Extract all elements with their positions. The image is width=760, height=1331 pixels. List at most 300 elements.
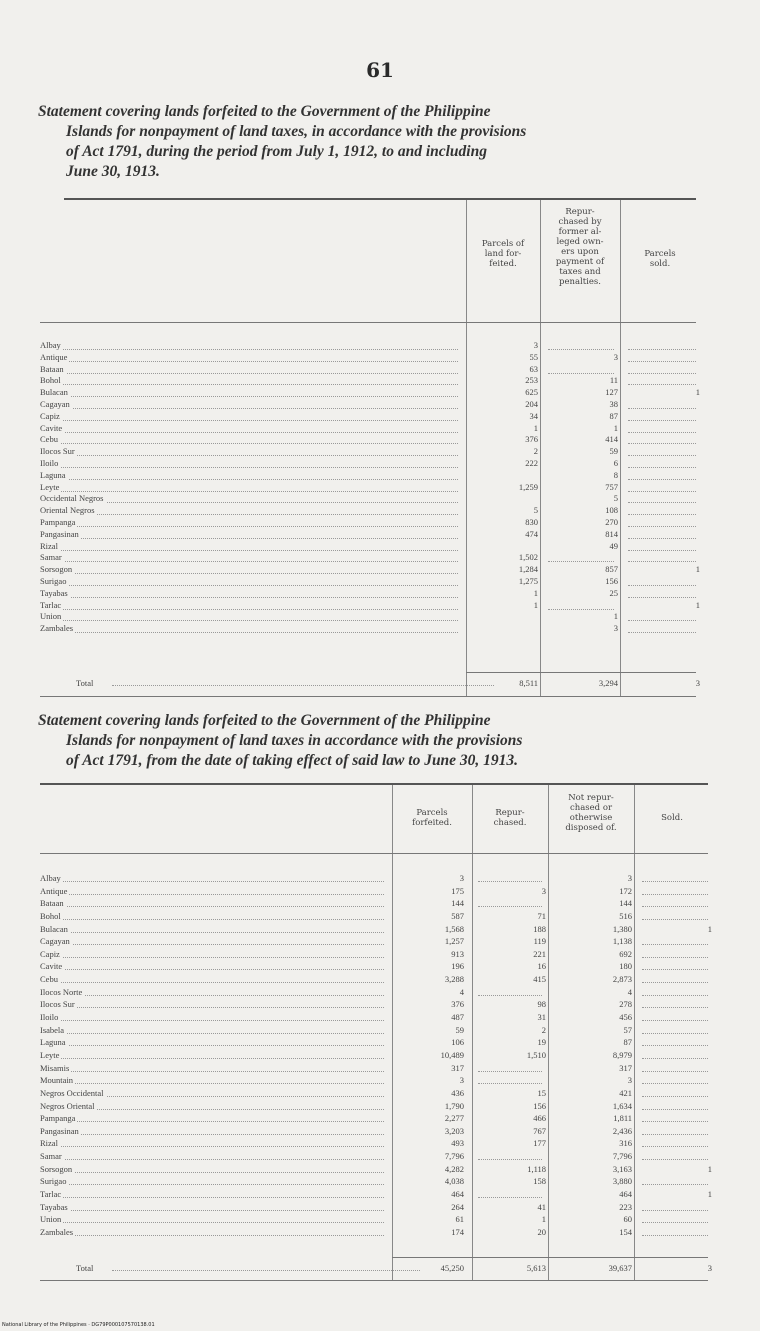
row-label (40, 910, 384, 923)
leader-dots (40, 1036, 384, 1046)
header-line: forfeited. (412, 818, 452, 828)
row-name: Zambales (40, 1226, 74, 1237)
cell-not-repurchased: 87 (623, 1037, 632, 1048)
leader-dots (40, 470, 458, 480)
cell-repurchased: 49 (609, 540, 618, 551)
cell-repurchased: 466 (533, 1113, 546, 1124)
cell-forfeited: 1,568 (444, 923, 464, 934)
cell-repurchased: 188 (533, 923, 546, 934)
cell-not-repurchased: 4 (627, 986, 632, 997)
row-label (40, 923, 384, 936)
cell-not-repurchased: 3,880 (612, 1176, 632, 1187)
cell-repurchased: 11 (609, 375, 618, 386)
row-name: Ilocos Sur (40, 999, 75, 1010)
row-name: Pangasinan (40, 528, 79, 539)
empty-cell-dots (628, 434, 696, 444)
leader-dots (40, 423, 458, 433)
table-row (40, 923, 712, 936)
leader-dots (40, 446, 458, 456)
row-label (40, 611, 458, 623)
cell-sold: 1 (695, 564, 700, 575)
table-row (40, 1062, 712, 1075)
cell-forfeited: 253 (525, 375, 538, 386)
header-line: sold. (649, 259, 671, 269)
cell-forfeited: 106 (451, 1037, 464, 1048)
row-name: Tayabas (40, 1201, 68, 1212)
leader-dots (40, 564, 458, 574)
row-label (40, 885, 384, 898)
cell-forfeited: 317 (451, 1062, 464, 1073)
row-label (40, 1163, 384, 1176)
cell-repurchased: 87 (609, 410, 618, 421)
table1-title (38, 102, 710, 182)
cell-repurchased: 38 (609, 398, 618, 409)
row-name: Laguna (40, 469, 66, 480)
table-row (40, 470, 708, 482)
cell-repurchased: 5 (613, 493, 618, 504)
empty-cell-dots (642, 998, 708, 1008)
leader-dots (40, 375, 458, 385)
table-row (40, 1125, 712, 1138)
row-name: Oriental Negros (40, 505, 95, 516)
empty-cell-dots (642, 1011, 708, 1021)
empty-cell-dots (628, 482, 696, 492)
header-line: chased or (569, 803, 613, 813)
table1-body (40, 340, 708, 635)
empty-cell-dots (642, 1226, 708, 1236)
cell-forfeited: 474 (525, 528, 538, 539)
table2-title-line: Statement covering lands forfeited to the Government of the Philippine (38, 712, 491, 729)
header-line: otherwise (569, 813, 613, 823)
empty-cell-dots (548, 364, 614, 374)
empty-cell-dots (628, 576, 696, 586)
leader-dots (40, 1137, 384, 1147)
header-line: chased. (493, 818, 527, 828)
header-line: Repur- (495, 808, 525, 818)
cell-forfeited: 34 (529, 410, 538, 421)
row-label (40, 960, 384, 973)
leader-dots (40, 1213, 384, 1223)
empty-cell-dots (628, 352, 696, 362)
row-name: Bataan (40, 898, 64, 909)
table-row (40, 935, 712, 948)
row-label (40, 564, 458, 576)
row-label (40, 1049, 384, 1062)
empty-cell-dots (628, 364, 696, 374)
table-row (40, 387, 708, 399)
cell-forfeited: 196 (451, 961, 464, 972)
leader-dots (40, 960, 384, 970)
cell-repurchased: 2 (541, 1024, 546, 1035)
row-label (40, 872, 384, 885)
empty-cell-dots (642, 948, 708, 958)
leader-dots (40, 552, 458, 562)
cell-forfeited: 264 (451, 1201, 464, 1212)
leader-dots (40, 910, 384, 920)
table-row (40, 623, 708, 635)
table2-title-line: Islands for nonpayment of land taxes in accordance with the provisions (66, 732, 523, 749)
empty-cell-dots (628, 623, 696, 633)
cell-repurchased: 757 (605, 481, 618, 492)
table-row (40, 411, 708, 423)
leader-dots (40, 576, 458, 586)
table-row (40, 986, 712, 999)
row-label (40, 1112, 384, 1125)
header-line: Parcels of (481, 239, 525, 249)
table1-title-line: of Act 1791, during the period from July 1, 1912, to and including (66, 143, 487, 160)
empty-cell-dots (628, 529, 696, 539)
cell-not-repurchased: 1,634 (612, 1100, 632, 1111)
leader-dots (40, 885, 384, 895)
row-name: Union (40, 1214, 62, 1225)
row-name: Bohol (40, 375, 61, 386)
table-row (40, 364, 708, 376)
row-name: Ilocos Sur (40, 446, 75, 457)
cell-forfeited: 45,250 (440, 1263, 464, 1273)
empty-cell-dots (478, 872, 542, 882)
row-label (40, 541, 458, 553)
cell-forfeited: 1,502 (518, 552, 538, 563)
table-row (40, 1163, 712, 1176)
row-name: Pampanga (40, 516, 76, 527)
empty-cell-dots (642, 1024, 708, 1034)
table2-title-line: of Act 1791, from the date of taking effect of said law to June 30, 1913. (66, 752, 519, 769)
cell-repurchased: 3,294 (598, 678, 618, 688)
cell-repurchased: 156 (533, 1100, 546, 1111)
empty-cell-dots (642, 1137, 708, 1147)
row-label (40, 1175, 384, 1188)
table-row (40, 1087, 712, 1100)
cell-forfeited: 1 (533, 422, 538, 433)
leader-dots (40, 1150, 384, 1160)
row-label (40, 552, 458, 564)
cell-repurchased: 3 (613, 623, 618, 634)
cell-not-repurchased: 317 (619, 1062, 632, 1073)
leader-dots (40, 1175, 384, 1185)
cell-repurchased: 41 (537, 1201, 546, 1212)
empty-cell-dots (628, 552, 696, 562)
row-label (40, 588, 458, 600)
leader-dots (40, 517, 458, 527)
cell-forfeited: 1,790 (444, 1100, 464, 1111)
empty-cell-dots (642, 897, 708, 907)
leader-dots (40, 505, 458, 515)
table-row (40, 960, 712, 973)
cell-forfeited: 493 (451, 1138, 464, 1149)
row-name: Negros Oriental (40, 1100, 95, 1111)
table1-header-sold (622, 249, 698, 269)
header-line: chased by (558, 217, 602, 227)
row-name: Mountain (40, 1075, 74, 1086)
cell-sold: 1 (707, 1163, 712, 1174)
empty-cell-dots (642, 986, 708, 996)
cell-repurchased: 119 (533, 936, 546, 947)
leader-dots (40, 1049, 384, 1059)
leader-dots (40, 411, 458, 421)
footer-credit: National Library of the Philippines · DG79P000107570138.01 (2, 1322, 155, 1328)
table2-title (38, 711, 710, 771)
row-label (40, 897, 384, 910)
cell-repurchased: 414 (605, 434, 618, 445)
row-name: Sorsogon (40, 1163, 73, 1174)
table-row (40, 375, 708, 387)
row-label (40, 1201, 384, 1214)
table-row (40, 352, 708, 364)
row-name: Tayabas (40, 587, 68, 598)
empty-cell-dots (628, 588, 696, 598)
row-label (40, 1213, 384, 1226)
cell-repurchased: 1 (541, 1214, 546, 1225)
cell-forfeited: 204 (525, 398, 538, 409)
empty-cell-dots (642, 960, 708, 970)
empty-cell-dots (478, 1188, 542, 1198)
row-label (40, 375, 458, 387)
cell-repurchased: 158 (533, 1176, 546, 1187)
table1-total-row (40, 676, 708, 690)
table2-header-not-repurchased (550, 793, 632, 833)
cell-repurchased: 767 (533, 1125, 546, 1136)
row-name: Bulacan (40, 387, 68, 398)
cell-repurchased: 6 (613, 457, 618, 468)
leader-dots (40, 897, 384, 907)
cell-repurchased: 3 (541, 885, 546, 896)
empty-cell-dots (628, 505, 696, 515)
row-name: Samar (40, 1151, 62, 1162)
leader-dots (40, 364, 458, 374)
leader-dots (40, 1201, 384, 1211)
leader-dots (40, 1112, 384, 1122)
row-name: Antique (40, 885, 68, 896)
cell-forfeited: 2 (533, 446, 538, 457)
cell-repurchased: 108 (605, 505, 618, 516)
cell-forfeited: 1 (533, 599, 538, 610)
empty-cell-dots (642, 1213, 708, 1223)
cell-repurchased: 127 (605, 387, 618, 398)
row-name: Bulacan (40, 923, 68, 934)
empty-cell-dots (478, 986, 542, 996)
row-label (40, 1100, 384, 1113)
header-line: penalties. (559, 277, 601, 287)
row-label (40, 505, 458, 517)
header-line: former al- (558, 227, 602, 237)
cell-repurchased: 221 (533, 948, 546, 959)
cell-repurchased: 5,613 (526, 1263, 546, 1273)
cell-not-repurchased: 144 (619, 898, 632, 909)
cell-repurchased: 3 (613, 351, 618, 362)
row-label (40, 1011, 384, 1024)
cell-repurchased: 31 (537, 1012, 546, 1023)
row-label (40, 1226, 384, 1239)
empty-cell-dots (478, 1074, 542, 1084)
table-row (40, 434, 708, 446)
leader-dots (40, 399, 458, 409)
table-row (40, 564, 708, 576)
cell-forfeited: 436 (451, 1087, 464, 1098)
row-name: Bataan (40, 363, 64, 374)
row-label (40, 517, 458, 529)
header-line: Parcels (416, 808, 448, 818)
cell-forfeited: 144 (451, 898, 464, 909)
empty-cell-dots (628, 423, 696, 433)
table-row (40, 973, 712, 986)
cell-forfeited: 1,259 (518, 481, 538, 492)
row-name: Union (40, 611, 62, 622)
cell-not-repurchased: 1,380 (612, 923, 632, 934)
leader-dots (40, 387, 458, 397)
cell-not-repurchased: 172 (619, 885, 632, 896)
cell-not-repurchased: 3,163 (612, 1163, 632, 1174)
cell-not-repurchased: 464 (619, 1189, 632, 1200)
cell-forfeited: 61 (455, 1214, 464, 1225)
table-row (40, 482, 708, 494)
table1-title-line: Islands for nonpayment of land taxes, in accordance with the provisions (66, 123, 527, 140)
cell-repurchased: 177 (533, 1138, 546, 1149)
empty-cell-dots (628, 411, 696, 421)
empty-cell-dots (628, 611, 696, 621)
table-row (40, 446, 708, 458)
cell-forfeited: 174 (451, 1226, 464, 1237)
cell-forfeited: 3,203 (444, 1125, 464, 1136)
row-label (40, 470, 458, 482)
empty-cell-dots (642, 1175, 708, 1185)
cell-forfeited: 63 (529, 363, 538, 374)
row-name: Bohol (40, 910, 61, 921)
leader-dots (40, 1125, 384, 1135)
leader-dots (40, 872, 384, 882)
cell-not-repurchased: 180 (619, 961, 632, 972)
header-line: land for- (484, 249, 522, 259)
empty-cell-dots (628, 470, 696, 480)
cell-repurchased: 1 (613, 422, 618, 433)
leader-dots (40, 458, 458, 468)
row-name: Cebu (40, 974, 58, 985)
table-row (40, 588, 708, 600)
row-name: Leyte (40, 1049, 60, 1060)
cell-forfeited: 8,511 (519, 678, 538, 688)
cell-forfeited: 222 (525, 457, 538, 468)
cell-forfeited: 1,257 (444, 936, 464, 947)
row-name: Laguna (40, 1037, 66, 1048)
row-name: Total (76, 678, 94, 688)
leader-dots (40, 541, 458, 551)
empty-cell-dots (628, 446, 696, 456)
cell-repurchased: 8 (613, 469, 618, 480)
row-name: Samar (40, 552, 62, 563)
leader-dots (40, 529, 458, 539)
empty-cell-dots (642, 1049, 708, 1059)
cell-repurchased: 1 (613, 611, 618, 622)
leader-dots (40, 1062, 384, 1072)
cell-sold: 1 (695, 387, 700, 398)
empty-cell-dots (628, 493, 696, 503)
cell-forfeited: 4,282 (444, 1163, 464, 1174)
cell-forfeited: 4,038 (444, 1176, 464, 1187)
row-label (40, 364, 458, 376)
row-label (40, 411, 458, 423)
empty-cell-dots (642, 973, 708, 983)
row-label (40, 576, 458, 588)
table-row (40, 423, 708, 435)
table-row (40, 897, 712, 910)
cell-not-repurchased: 278 (619, 999, 632, 1010)
cell-forfeited: 1 (533, 587, 538, 598)
leader-dots (112, 676, 494, 686)
leader-dots (40, 1226, 384, 1236)
cell-not-repurchased: 1,138 (612, 936, 632, 947)
cell-repurchased: 71 (537, 910, 546, 921)
table-row (40, 541, 708, 553)
cell-not-repurchased: 421 (619, 1087, 632, 1098)
table-row (40, 493, 708, 505)
cell-repurchased: 857 (605, 564, 618, 575)
row-name: Albay (40, 873, 61, 883)
table-row (40, 1188, 712, 1201)
empty-cell-dots (628, 399, 696, 409)
empty-cell-dots (628, 458, 696, 468)
cell-repurchased: 270 (605, 516, 618, 527)
cell-not-repurchased: 7,796 (612, 1151, 632, 1162)
leader-dots (40, 1188, 384, 1198)
empty-cell-dots (478, 897, 542, 907)
row-name: Cebu (40, 434, 58, 445)
row-name: Misamis (40, 1062, 70, 1073)
row-label (40, 948, 384, 961)
table-row (40, 1074, 712, 1087)
row-name: Pangasinan (40, 1125, 79, 1136)
empty-cell-dots (628, 340, 696, 350)
leader-dots (40, 340, 458, 350)
header-line: taxes and (559, 267, 601, 277)
row-label (40, 1074, 384, 1087)
table-row (40, 1049, 712, 1062)
table-row (40, 1213, 712, 1226)
cell-forfeited: 376 (451, 999, 464, 1010)
table-row (40, 1112, 712, 1125)
cell-sold: 3 (695, 678, 700, 688)
row-name: Ilocos Norte (40, 986, 83, 997)
row-label (40, 529, 458, 541)
leader-dots (40, 1163, 384, 1173)
cell-forfeited: 59 (455, 1024, 464, 1035)
empty-cell-dots (478, 1150, 542, 1160)
cell-repurchased: 19 (537, 1037, 546, 1048)
empty-cell-dots (642, 1074, 708, 1084)
header-line: Sold. (661, 813, 683, 823)
table1-header-forfeited (468, 239, 538, 269)
table-row (40, 458, 708, 470)
table1-title-line: Statement covering lands forfeited to the Government of the Philippine (38, 103, 491, 120)
leader-dots (40, 623, 458, 633)
leader-dots (40, 1011, 384, 1021)
cell-not-repurchased: 223 (619, 1201, 632, 1212)
cell-repurchased: 15 (537, 1087, 546, 1098)
cell-forfeited: 1,284 (518, 564, 538, 575)
cell-forfeited: 175 (451, 885, 464, 896)
cell-not-repurchased: 692 (619, 948, 632, 959)
table-row (40, 1100, 712, 1113)
empty-cell-dots (642, 1112, 708, 1122)
cell-repurchased: 59 (609, 446, 618, 457)
leader-dots (40, 998, 384, 1008)
table-row (40, 1175, 712, 1188)
leader-dots (40, 935, 384, 945)
table-total-row (40, 1261, 712, 1275)
cell-forfeited: 625 (525, 387, 538, 398)
leader-dots (112, 1261, 420, 1271)
row-label (40, 935, 384, 948)
empty-cell-dots (642, 1036, 708, 1046)
table-row (40, 529, 708, 541)
